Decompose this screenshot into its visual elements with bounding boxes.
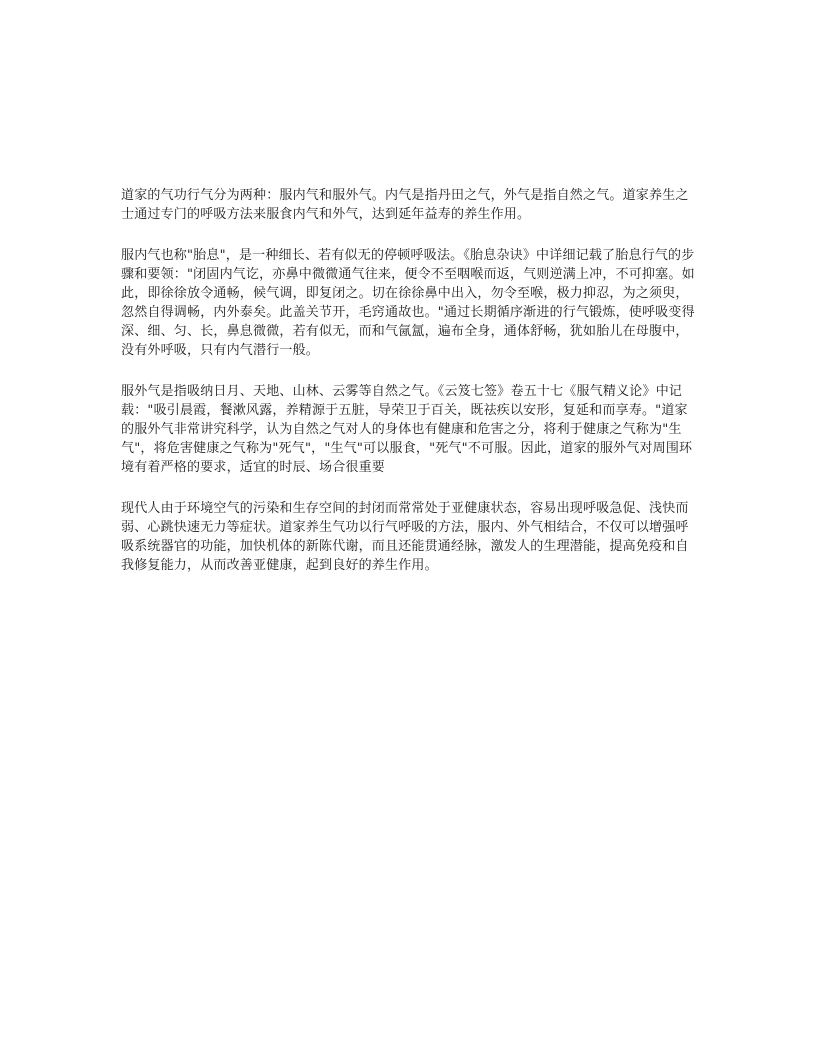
document-body xyxy=(121,186,696,597)
paragraph-modern-health: 现代人由于环境空气的污染和生存空间的封闭而常常处于亚健康状态，容易出现呼吸急促、浅快而弱、心跳快速无力等症状。道家养生气功以行气呼吸的方法，服内、外气相结合，不仅可以增强呼吸系统器官的功能，加快机体的新陈代谢，而且还能贯通经脉，激发人的生理潜能，提高免疫和自我修复能力，从而改善亚健康，起到良好的养生作用。 xyxy=(121,501,689,573)
paragraph-inner-qi: 服内气也称"胎息"，是一种细长、若有似无的停顿呼吸法。《胎息杂诀》中详细记载了胎息行气的步骤和要领："闭固内气讫，亦鼻中微微通气往来，便令不至咽喉而返，气则逆满上冲，不可抑塞。如此，即徐徐放令通畅，候气调，即复闭之。切在徐徐鼻中出入，勿令至喉，极力抑忍，为之须臾，忽然自得调畅，内外泰矣。此盖关节开，毛窍通故也。"通过长期循序渐进的行气锻炼，使呼吸变得深、细、匀、长，鼻息微微，若有似无，而和气氤氲，遍布全身，通体舒畅，犹如胎儿在母腹中，没有外呼吸，只有内气潜行一般。 xyxy=(121,248,695,358)
paragraph-outer-qi: 服外气是指吸纳日月、天地、山林、云雾等自然之气。《云笈七签》卷五十七《服气精义论》中记载："吸引晨霞，餐漱风露，养精源于五脏，导荣卫于百关，既祛疾以安形，复延和而享寿。"道家的服外气非常讲究科学，认为自然之气对人的身体也有健康和危害之分，将利于健康之气称为"生气"，将危害健康之气称为"死气"，"生气"可以服食，"死气"不可服。因此，道家的服外气对周围环境有着严格的要求，适宜的时辰、场合很重要 xyxy=(121,384,693,475)
paragraph-intro: 道家的气功行气分为两种：服内气和服外气。内气是指丹田之气，外气是指自然之气。道家养生之士通过专门的呼吸方法来服食内气和外气，达到延年益寿的养生作用。 xyxy=(121,188,689,222)
